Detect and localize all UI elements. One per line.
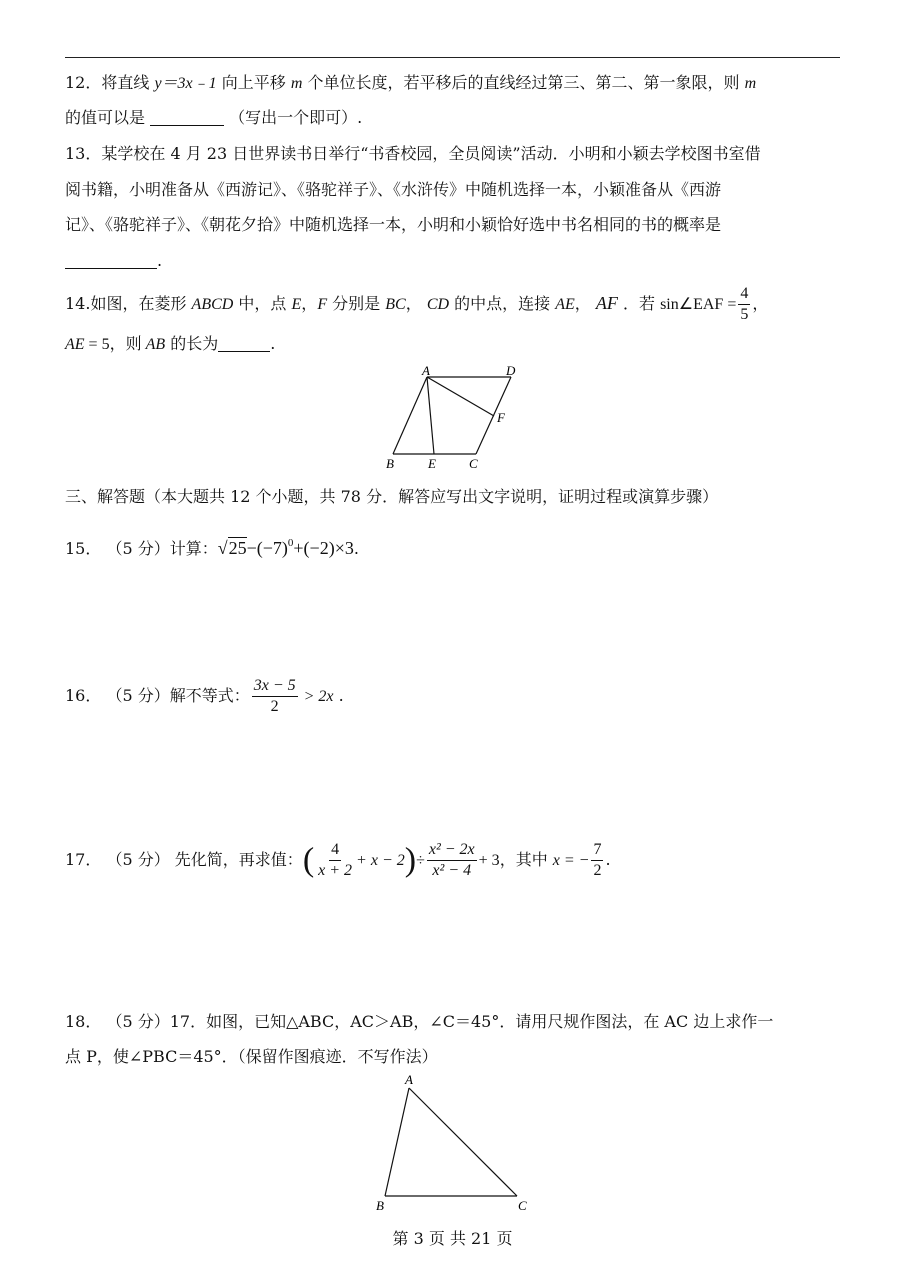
- label-a-2: A: [405, 1072, 413, 1087]
- q18-line1: 18． （5 分）17．如图，已知△ABC，AC＞AB，∠C＝45°．请用尺规作图法，在 AC 边上求作一: [65, 1012, 774, 1031]
- header-rule: [65, 57, 840, 58]
- label-e: E: [428, 456, 436, 471]
- q12-line2: 的值可以是 （写出一个即可）.: [65, 108, 363, 127]
- label-b: B: [386, 456, 394, 471]
- q12-answer-blank[interactable]: [150, 109, 224, 126]
- label-c: C: [469, 456, 478, 471]
- label-d: D: [506, 363, 516, 378]
- q16-fraction: $\frac{3x - 5}{2}$: [253, 677, 296, 715]
- label-f: F: [497, 410, 505, 425]
- q13-line1: 13．某学校在 4 月 23 日世界读书日举行“书香校园，全员阅读”活动．小明和小颖去学校图书室借: [65, 144, 761, 163]
- q14-fraction: $\frac{4}{5}$: [740, 285, 749, 323]
- side-ac-2: [409, 1088, 517, 1196]
- label-b-2: B: [376, 1198, 384, 1213]
- q15-line: 15． （5 分）计算：$√25-(-7)^0+(-2)\times 3$.: [65, 537, 359, 558]
- rhombus-figure: [380, 362, 530, 474]
- q17-fraction-3: $\frac{7}{2}$: [593, 841, 602, 879]
- segment-ae: [427, 377, 434, 454]
- q17-fraction-2: $\frac{\text{x² − 2x}}{\text{x² − 4}}$: [428, 841, 475, 879]
- segment-af: [427, 377, 494, 416]
- q17-line: 17． （5 分） 先化简，再求值：( $\frac{4}{x + 2}$ + x − 2)÷ $\frac{\text{x² − 2x}}{\text{x² − 4}}$ + 3，其中 x = − $\frac{7}{2}$ .: [65, 841, 611, 879]
- q12-line1: 12．将直线 y＝3x﹣1 向上平移 m 个单位长度，若平移后的直线经过第三、第二、第一象限，则 m: [65, 73, 757, 92]
- label-a: A: [422, 363, 430, 378]
- q13-line4: .: [65, 250, 162, 272]
- page-footer: 第 3 页 共 21 页: [392, 1229, 513, 1248]
- q14-line2: AE = 5，则 AB 的长为 .: [65, 334, 276, 353]
- q18-line2: 点 P，使∠PBC＝45°．（保留作图痕迹．不写作法）: [65, 1047, 438, 1066]
- q14-line1: 14.如图，在菱形 ABCD 中，点 E，F 分别是 BC， CD 的中点，连接 AE， AF ．若 sin∠EAF = $\frac{4}{5}$ ，: [65, 285, 769, 323]
- label-c-2: C: [518, 1198, 527, 1213]
- side-ab: [393, 377, 427, 454]
- q13-line3: 记》、《骆驼祥子》、《朝花夕拾》中随机选择一本，小明和小颖恰好选中书名相同的书的概率是: [65, 215, 722, 234]
- triangle-figure: [372, 1068, 542, 1218]
- q13-line2: 阅书籍，小明准备从《西游记》、《骆驼祥子》、《水浒传》中随机选择一本，小颖准备从《西游: [65, 180, 722, 199]
- q17-fraction-1: $\frac{4}{x + 2}$: [318, 841, 353, 879]
- q15-expression: $√25-(-7)^0+(-2)\times 3$: [217, 537, 354, 558]
- section-3-heading: 三、解答题（本大题共 12 个小题，共 78 分．解答应写出文字说明，证明过程或演算步骤）: [65, 487, 719, 506]
- q13-answer-blank[interactable]: [65, 252, 157, 269]
- q14-answer-blank[interactable]: [218, 335, 270, 352]
- side-ab-2: [385, 1088, 409, 1196]
- q16-line: 16． （5 分）解不等式： $\frac{3x - 5}{2}$ > 2x .: [65, 677, 344, 715]
